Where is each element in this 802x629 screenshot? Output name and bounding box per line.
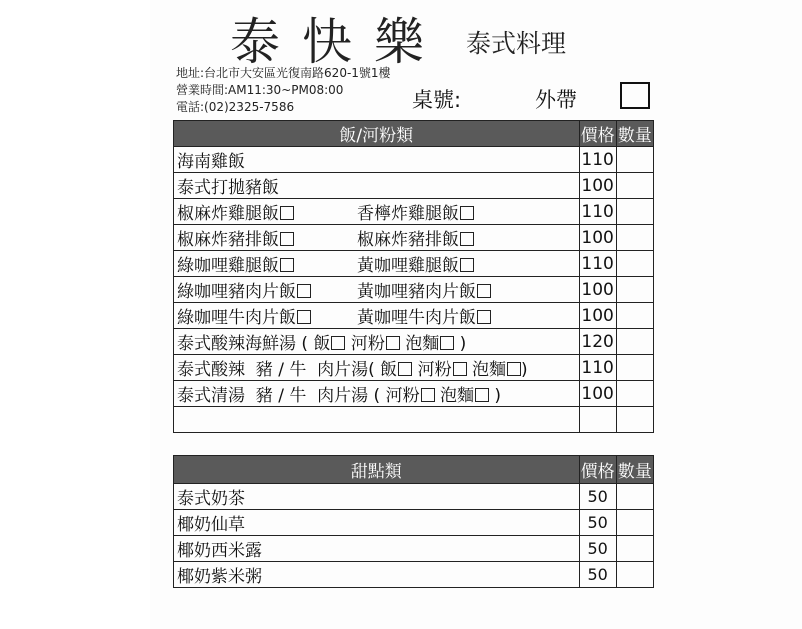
item-name: 椒麻炸雞腿飯 (177, 204, 279, 224)
option-checkbox[interactable] (398, 362, 412, 376)
qty-header: 數量 (616, 121, 653, 147)
item-name-options (174, 329, 580, 355)
paren-close: ) (489, 386, 502, 406)
item-name: 泰式清湯 豬 / 牛 肉片湯 ( 河粉 (177, 386, 420, 406)
rice-menu-table (173, 120, 654, 433)
item-price: 110 (579, 199, 616, 225)
option-checkbox[interactable] (475, 388, 489, 402)
qty-header: 數量 (616, 456, 653, 484)
item-price: 110 (579, 355, 616, 381)
item-price: 110 (579, 251, 616, 277)
brand-title: 泰快樂 (230, 13, 446, 71)
item-price: 100 (579, 381, 616, 407)
option-checkbox[interactable] (477, 310, 491, 324)
item-price: 50 (579, 562, 616, 588)
table-row (174, 484, 654, 510)
item-name-pair (174, 251, 580, 277)
item-name: 泰式酸辣海鮮湯 ( 飯 (177, 334, 331, 354)
item-name: 綠咖哩豬肉片飯 (177, 282, 296, 302)
item-price: 50 (579, 536, 616, 562)
table-row (174, 355, 654, 381)
item-name: 海南雞飯 (174, 147, 580, 173)
empty-cell (579, 407, 616, 433)
table-row (174, 147, 654, 173)
rice-header-row (174, 121, 654, 147)
item-name-options (174, 355, 580, 381)
item-name-pair (174, 199, 580, 225)
empty-cell (616, 407, 653, 433)
hours-text: 營業時間:AM11:30~PM08:00 (176, 83, 344, 97)
option-checkbox[interactable] (460, 206, 474, 220)
qty-cell[interactable] (616, 536, 653, 562)
option-checkbox[interactable] (477, 284, 491, 298)
brand-subtitle: 泰式料理 (466, 29, 567, 58)
item-name: 椒麻炸豬排飯 (177, 230, 279, 250)
item-price: 100 (579, 173, 616, 199)
option-label: 河粉 (412, 360, 452, 380)
qty-cell[interactable] (616, 199, 653, 225)
item-price: 50 (579, 510, 616, 536)
item-name: 椰奶西米露 (174, 536, 580, 562)
qty-cell[interactable] (616, 277, 653, 303)
option-checkbox[interactable] (460, 232, 474, 246)
table-row-empty (174, 407, 654, 433)
table-row (174, 329, 654, 355)
item-name: 泰式酸辣 豬 / 牛 肉片湯( 飯 (177, 360, 398, 380)
table-row (174, 251, 654, 277)
item-name: 黃咖哩牛肉片飯 (357, 308, 476, 328)
item-name: 泰式打拋豬飯 (174, 173, 580, 199)
takeout-checkbox[interactable] (620, 82, 650, 109)
option-checkbox[interactable] (507, 362, 521, 376)
table-row (174, 225, 654, 251)
item-name-pair (174, 303, 580, 329)
item-name: 泰式奶茶 (174, 484, 580, 510)
item-price: 120 (579, 329, 616, 355)
table-row (174, 510, 654, 536)
item-price: 110 (579, 147, 616, 173)
qty-cell[interactable] (616, 329, 653, 355)
item-name: 綠咖哩牛肉片飯 (177, 308, 296, 328)
qty-cell[interactable] (616, 562, 653, 588)
option-checkbox[interactable] (453, 362, 467, 376)
option-checkbox[interactable] (331, 336, 345, 350)
phone-text: 電話:(02)2325-7586 (176, 100, 295, 114)
table-number-label: 桌號: (412, 88, 462, 112)
item-price: 100 (579, 303, 616, 329)
item-name: 椰奶紫米粥 (174, 562, 580, 588)
item-name-options (174, 381, 580, 407)
item-name: 椰奶仙草 (174, 510, 580, 536)
table-row (174, 277, 654, 303)
option-label: 河粉 (345, 334, 385, 354)
item-price: 100 (579, 225, 616, 251)
table-row (174, 536, 654, 562)
qty-cell[interactable] (616, 381, 653, 407)
dessert-section-title: 甜點類 (174, 456, 580, 484)
option-checkbox[interactable] (280, 232, 294, 246)
option-checkbox[interactable] (440, 336, 454, 350)
price-header: 價格 (579, 121, 616, 147)
item-name: 綠咖哩雞腿飯 (177, 256, 279, 276)
option-label: 泡麵 (399, 334, 440, 354)
empty-cell (174, 407, 580, 433)
item-price: 50 (579, 484, 616, 510)
item-name-pair (174, 277, 580, 303)
address-text: 地址:台北市大安區光復南路620-1號1樓 (176, 66, 391, 80)
table-row (174, 381, 654, 407)
item-name: 香檸炸雞腿飯 (357, 204, 459, 224)
qty-cell[interactable] (616, 303, 653, 329)
option-checkbox[interactable] (386, 336, 400, 350)
item-name: 椒麻炸豬排飯 (357, 230, 459, 250)
takeout-label: 外帶 (535, 88, 577, 112)
option-checkbox[interactable] (460, 258, 474, 272)
paren-close: ) (454, 334, 467, 354)
item-name: 黃咖哩豬肉片飯 (357, 282, 476, 302)
dessert-menu-table (173, 455, 654, 588)
qty-cell[interactable] (616, 147, 653, 173)
option-checkbox[interactable] (421, 388, 435, 402)
price-header: 價格 (579, 456, 616, 484)
item-price: 100 (579, 277, 616, 303)
option-label: 泡麵 (434, 386, 474, 406)
qty-cell[interactable] (616, 355, 653, 381)
qty-cell[interactable] (616, 225, 653, 251)
item-name-pair (174, 225, 580, 251)
table-row (174, 303, 654, 329)
qty-cell[interactable] (616, 484, 653, 510)
dessert-header-row (174, 456, 654, 484)
qty-cell[interactable] (616, 251, 653, 277)
qty-cell[interactable] (616, 173, 653, 199)
option-checkbox[interactable] (280, 258, 294, 272)
paren-close: ) (521, 360, 528, 380)
table-row (174, 199, 654, 225)
qty-cell[interactable] (616, 510, 653, 536)
table-row (174, 562, 654, 588)
option-checkbox[interactable] (297, 310, 311, 324)
option-label: 泡麵 (466, 360, 506, 380)
item-name: 黃咖哩雞腿飯 (357, 256, 459, 276)
table-row (174, 173, 654, 199)
option-checkbox[interactable] (280, 206, 294, 220)
option-checkbox[interactable] (297, 284, 311, 298)
rice-section-title: 飯/河粉類 (174, 121, 580, 147)
